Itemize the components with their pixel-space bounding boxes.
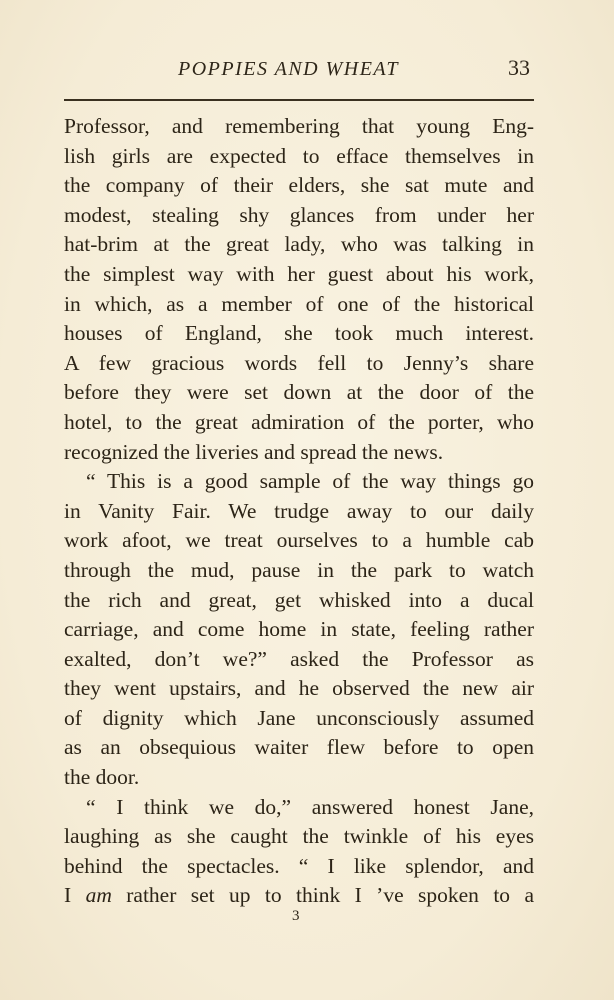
final-line-prefix: I [64,883,86,908]
text-line: of dignity which Jane unconsciously assumed [64,705,534,730]
final-line-suffix: rather set up to think I ’ve spoken to a [111,883,534,908]
text-line: carriage, and come home in state, feeling rather [64,617,534,642]
text-line: the simplest way with her guest about his work, [64,261,534,286]
text-line: the company of their elders, she sat mute and [64,173,534,198]
text-line: the door. [64,765,140,790]
text-line: modest, stealing shy glances from under her [64,202,534,227]
text-line: hat-brim at the great lady, who was talking in [64,232,534,257]
text-line: as an obsequious waiter flew before to open [64,735,534,760]
text-line: laughing as she caught the twinkle of his eyes [64,824,534,849]
text-line: the rich and great, get whisked into a ducal [64,587,534,612]
text-line: work afoot, we treat ourselves to a humble cab [64,528,534,553]
text-line: in Vanity Fair. We trudge away to our daily [64,498,534,523]
text-line: they went upstairs, and he observed the new air [64,676,534,701]
text-line: exalted, don’t we?” asked the Professor as [64,646,534,671]
text-line: houses of England, she took much interest. [64,321,534,346]
text-line: hotel, to the great admiration of the porter, who [64,409,534,434]
text-line: lish girls are expected to efface themselves in [64,143,534,168]
text-line: in which, as a member of one of the historical [64,291,534,316]
text-line: through the mud, pause in the park to watch [64,557,534,582]
emphasized-word: am [85,883,112,908]
text-line: behind the spectacles. “ I like splendor, and [64,853,534,878]
text-line-final [64,881,534,911]
text-line: A few gracious words fell to Jenny’s share [64,350,534,375]
text-line: Professor, and remembering that young Eng- [64,114,534,138]
text-line: before they were set down at the door of the [64,380,534,405]
body-text [64,112,534,911]
running-title: POPPIES AND WHEAT [178,58,400,80]
text-line: “ This is a good sample of the way things go [86,469,534,494]
page-number: 33 [508,55,530,80]
header-rule [64,99,534,101]
signature-mark: 3 [292,908,300,924]
text-line: recognized the liveries and spread the news. [64,439,444,464]
text-line: “ I think we do,” answered honest Jane, [86,794,534,819]
